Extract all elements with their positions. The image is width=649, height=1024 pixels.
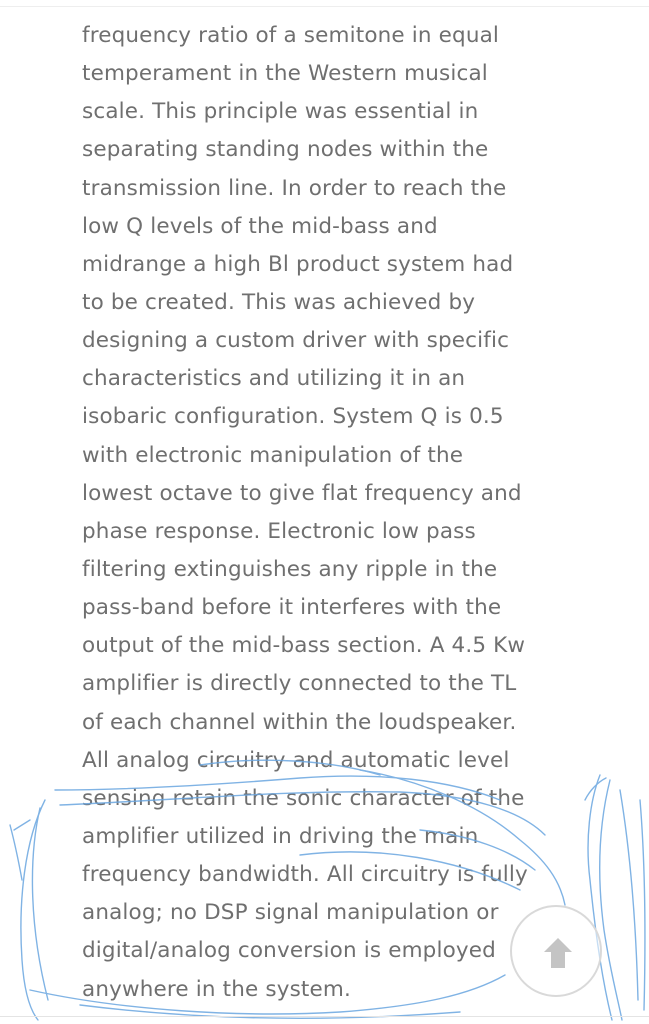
top-divider — [0, 6, 649, 7]
article-line: pass-band before it interferes with the — [82, 595, 502, 621]
article-line: of each channel within the loudspeaker. — [82, 709, 517, 735]
bottom-divider — [0, 1016, 649, 1017]
article-line: isobaric configuration. System Q is 0.5 — [82, 404, 504, 430]
article-line: lowest octave to give flat frequency and — [82, 480, 522, 506]
article-line: amplifier utilized in driving the main — [82, 823, 479, 849]
article-line: low Q levels of the mid-bass and — [82, 213, 438, 239]
scroll-to-top-button[interactable] — [510, 905, 602, 997]
article-line: frequency bandwidth. All circuitry is fully — [82, 862, 528, 888]
article-line: output of the mid-bass section. A 4.5 Kw — [82, 633, 526, 659]
article-line: frequency ratio of a semitone in equal — [82, 23, 500, 48]
article-line: temperament in the Western musical — [82, 61, 488, 87]
article-line: phase response. Electronic low pass — [82, 518, 476, 544]
article-line: midrange a high Bl product system had — [82, 251, 514, 277]
article-line: scale. This principle was essential in — [82, 99, 479, 125]
article-line: filtering extinguishes any ripple in the — [82, 556, 498, 582]
article-line: All analog circuitry and automatic level — [82, 747, 510, 773]
article-line: designing a custom driver with specific — [82, 328, 510, 354]
article-line: digital/analog conversion is employed — [82, 938, 496, 964]
arrow-up-icon — [540, 935, 576, 971]
article-line: transmission line. In order to reach the — [82, 175, 507, 201]
article-line: to be created. This was achieved by — [82, 289, 476, 315]
article-body — [82, 17, 582, 1009]
article-line: amplifier is directly connected to the TL — [82, 671, 517, 697]
article-line: with electronic manipulation of the — [82, 442, 464, 468]
article-line: separating standing nodes within the — [82, 137, 489, 163]
article-line: sensing retain the sonic character of the — [82, 785, 525, 811]
article-line: analog; no DSP signal manipulation or — [82, 900, 499, 926]
article-line: characteristics and utilizing it in an — [82, 366, 466, 392]
article-line: anywhere in the system. — [82, 976, 351, 1002]
